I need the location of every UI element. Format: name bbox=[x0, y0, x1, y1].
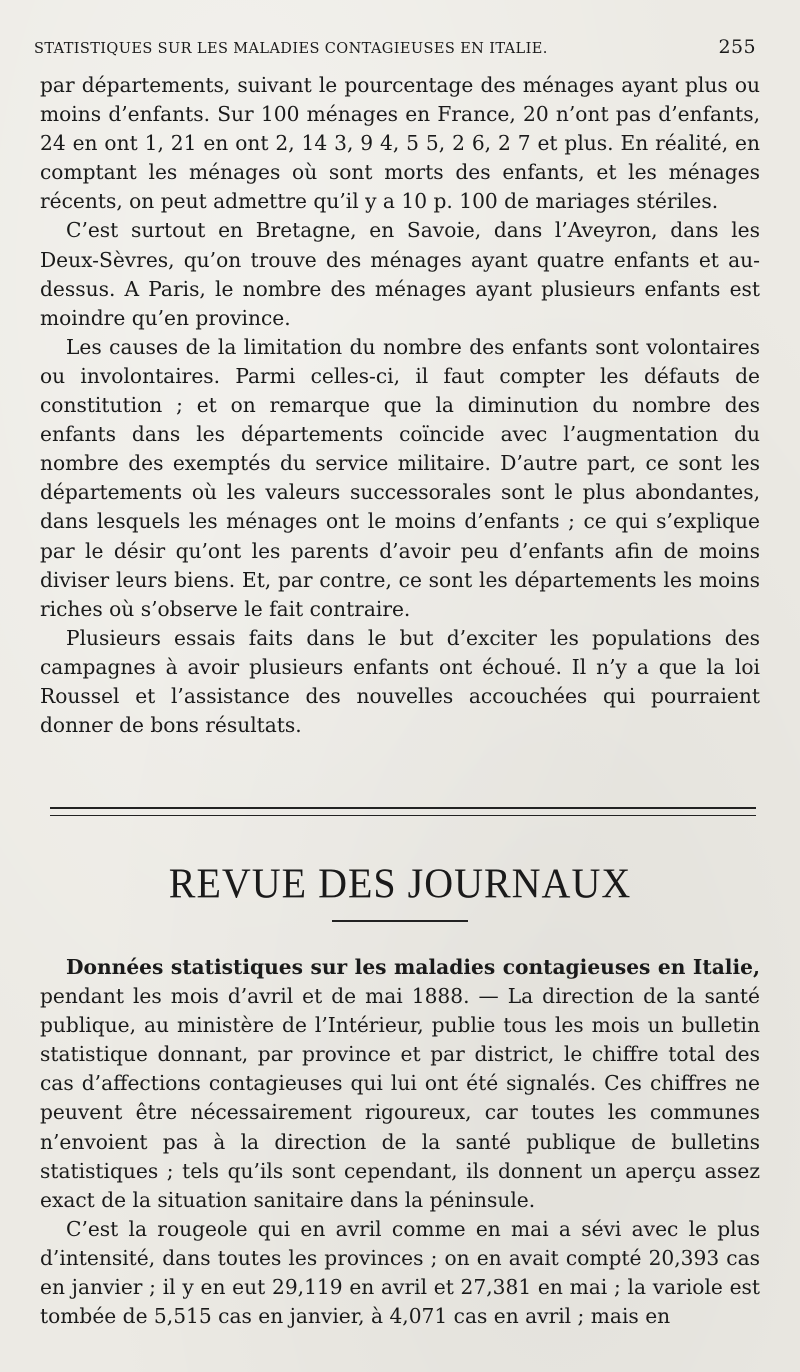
running-head bbox=[34, 36, 756, 60]
body-top bbox=[40, 71, 760, 740]
article-paragraph-2: C’est la rougeole qui en avril comme en mai a sévi avec le plus d’intensité, dans toutes les provinces ; on en avait compté 20,393 cas en janvier ; il y en eut 29,119 en avril et 27,381 en mai ; la variole est tombée de 5,515 cas en janvier, à 4,071 cas en avril ; mais en bbox=[40, 1216, 760, 1329]
paragraph-continued: par départements, suivant le pourcentage des ménages ayant plus ou moins d’enfants. Sur 100 ménages en France, 20 n’ont pas d’enfants, 24 en ont 1, 21 en ont 2, 14 3, 9 4, 5 5, 2 6, 2 7 et plus. En réalité, en comptant les ménages où sont morts des enfants, et les ménages récents, on peut admettre qu’il y a 10 p. 100 de mariages stériles. bbox=[40, 73, 760, 214]
paragraph-essais: Plusieurs essais faits dans le but d’exciter les populations des campagnes à avoir plusieurs enfants ont échoué. Il n’y a que la loi Roussel et l’assistance des nouvelles accouchées qui pourraient donner de bons résultats. bbox=[40, 625, 760, 738]
page-number: 255 bbox=[718, 36, 756, 58]
article-paragraph-1 bbox=[40, 953, 760, 1215]
paragraph-causes: Les causes de la limitation du nombre des enfants sont volontaires ou involontaires. Parmi celles-ci, il faut compter les défauts de constitution ; et on remarque que la diminution du nombre des enfants dans les départements coïncide avec l’augmentation du nombre des exemptés du service militaire. D’autre part, ce sont les départements où les valeurs successorales sont le plus abondantes, dans lesquels les ménages ont le moins d’enfants ; ce qui s’explique par le désir qu’ont les parents d’avoir peu d’enfants afin de moins diviser leurs biens. Et, par contre, ce sont les départements les moins riches où s’observe le fait contraire. bbox=[40, 334, 760, 621]
body-bottom bbox=[40, 953, 760, 1331]
section-divider bbox=[50, 807, 756, 816]
section-title: REVUE DES JOURNAUX bbox=[168, 859, 632, 908]
title-underline bbox=[332, 920, 468, 922]
article-title: Données statistiques sur les maladies contagieuses en Italie, bbox=[66, 955, 760, 979]
article-paragraph-1-text: pendant les mois d’avril et de mai 1888. — La direction de la santé publique, au ministère de l’Intérieur, publie tous les mois un bulletin statistique donnant, par province et par district, le chiffre total des cas d’affections contagieuses qui lui ont été signalés. Ces chiffres ne peuvent être nécessairement rigoureux, car toutes les communes n’envoient pas à la direction de la santé publique de bulletins statistiques ; tels qu’ils sont cependant, ils donnent un aperçu assez exact de la situation sanitaire dans la péninsule. bbox=[40, 984, 760, 1212]
running-head-title: STATISTIQUES SUR LES MALADIES CONTAGIEUSES EN ITALIE. bbox=[34, 41, 548, 57]
paragraph-bretagne: C’est surtout en Bretagne, en Savoie, dans l’Aveyron, dans les Deux-Sèvres, qu’on trouve des ménages ayant quatre enfants et au-dessus. A Paris, le nombre des ménages ayant plusieurs enfants est moindre qu’en province. bbox=[40, 218, 760, 330]
